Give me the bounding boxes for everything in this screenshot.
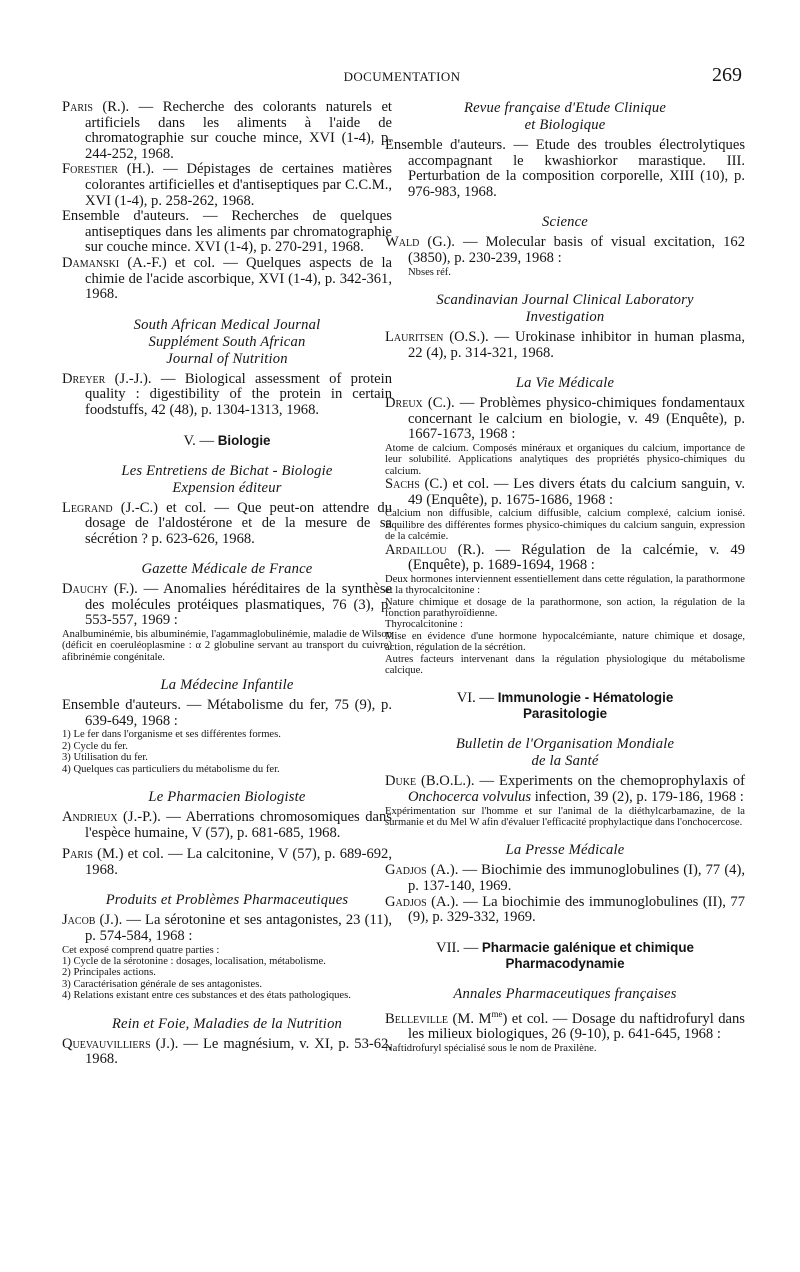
journal-title: Les Entretiens de Bichat - Biologie Expension éditeur [121, 462, 333, 496]
author: Damanski (A.-F.) [62, 254, 167, 271]
author: Andrieux (J.-P.). [62, 809, 161, 826]
journal-title: Rein et Foie, Maladies de la Nutrition [111, 1015, 343, 1032]
journal-title: Scandinavian Journal Clinical Laboratory Investigation [436, 291, 694, 325]
left-column [62, 100, 392, 1068]
section-heading: V. — Biologie [183, 432, 271, 449]
reference-entry: Dreux (C.). — Problèmes physico-chimiques fondamentaux concernant le calcium en biologie, v. 49 (Enquête), p. 1667-1673, 1968 : [385, 395, 745, 443]
journal-title: South African Medical Journal Supplément South African Journal of Nutrition [133, 316, 321, 367]
section-heading: VI. — Immunologie - Hématologie Parasitologie [456, 690, 674, 722]
reference-entry: Forestier (H.). — Dépistages de certaines matières colorantes artificielles et d'antiseptiques par C.C.M., XVI (1-4), p. 258-262, 1968. [62, 161, 392, 209]
reference-entry: Sachs (C.) et col. — Les divers états du calcium sanguin, v. 49 (Enquête), p. 1675-1686, 1968 : [385, 476, 745, 508]
author: Quevauvilliers (J.). [62, 1035, 179, 1052]
abstract-note: Expérimentation sur l'homme et sur l'animal de la diéthylcarbamazine, de la surmanie et du Mel W afin d'évaluer l'efficacité prophylactique dans l'onchocercose. [385, 805, 745, 828]
reference-entry: Dreyer (J.-J.). — Biological assessment of protein quality : digestibility of the protein in certain foodstuffs, 42 (48), p. 1304-1313, 1968. [62, 370, 392, 418]
reference-entry: Ensemble d'auteurs. — Recherches de quelques antiseptiques dans les aliments par chromatographie sur couche mince. XVI (1-4), p. 270-291, 1968. [62, 208, 392, 256]
abstract-note: Analbuminémie, bis albuminémie, l'agammaglobulinémie, maladie de Wilson (déficit en coeruléoplasmine : α 2 globuline servant au transport du cuivre) afibrinémie congénitale. [62, 629, 392, 663]
reference-entry: Gadjos (A.). — La biochimie des immunoglobulines (II), 77 (9), p. 329-332, 1969. [385, 893, 745, 926]
author: Dreux (C.). [385, 395, 455, 412]
reference-entry: Dauchy (F.). — Anomalies héréditaires de la synthèse des molécules protéiques plasmatiques, 76 (3), p. 553-557, 1969 : [62, 581, 392, 629]
author: Paris (M.) [62, 846, 124, 863]
reference-entry: Belleville (M. $M^{me}$) et col. — Dosage du naftidrofuryl dans les milieux biologiques, 26 (9-10), p. 641-645, 1968 : [385, 1008, 745, 1043]
abstract-list: 1) Le fer dans l'organisme et ses différentes formes. 2) Cycle du fer. 3) Utilisation du fer. 4) Quelques cas particuliers du métabolisme du fer. [62, 729, 281, 775]
abstract-note: Atome de calcium. Composés minéraux et organiques du calcium, importance de leur solubilité. Applications analytiques des propriétés physico-chimiques du calcium. [385, 442, 745, 477]
author: Wald (G.). [385, 234, 455, 251]
reference-entry: Gadjos (A.). — Biochimie des immunoglobulines (I), 77 (4), p. 137-140, 1969. [385, 862, 745, 894]
journal-title: Bulletin de l'Organisation Mondiale de la Santé [455, 736, 675, 770]
reference-entry: Quevauvilliers (J.). — Le magnésium, v. XI, p. 53-62, 1968. [62, 1035, 392, 1068]
journal-title: La Presse Médicale [505, 842, 625, 859]
reference-entry: Ensemble d'auteurs. — Métabolisme du fer, 75 (9), p. 639-649, 1968 : [62, 697, 392, 729]
reference-entry: Damanski (A.-F.) et col. — Quelques aspects de la chimie de l'acide ascorbique, XVI (1-4), p. 342-361, 1968. [62, 254, 392, 303]
journal-title: Revue française d'Etude Clinique et Biologique [463, 100, 667, 133]
author: Paris (R.). [62, 99, 130, 115]
reference-entry: Duke (B.O.L.). — Experiments on the chemoprophylaxis of Onchocerca volvulus infection, 39 (2), p. 179-186, 1968 : [385, 773, 745, 805]
reference-entry: Wald (G.). — Molecular basis of visual excitation, 162 (3850), p. 230-239, 1968 : [385, 234, 746, 266]
reference-entry: Legrand (J.-C.) et col. — Que peut-on attendre du dosage de l'aldostérone et de la mesure de sa sécrétion ? p. 623-626, 1968. [62, 499, 392, 547]
journal-title: Gazette Médicale de France [141, 561, 313, 578]
page-header [62, 66, 742, 90]
abstract-note: Calcium non diffusible, calcium diffusible, calcium complexé, calcium ionisé. Equilibre des différentes formes physico-chimiques du calcium sanguin, expression de la calcémie. [385, 508, 745, 543]
author: Duke (B.O.L.). [385, 773, 475, 790]
reference-entry: Paris (M.) et col. — La calcitonine, V (57), p. 689-692, 1968. [62, 846, 392, 878]
page-number: 269 [712, 64, 742, 86]
journal-title: La Vie Médicale [515, 375, 615, 392]
author: Forestier (H.). [62, 161, 155, 178]
running-head: DOCUMENTATION [343, 69, 461, 84]
author: Dreyer (J.-J.). [62, 370, 152, 387]
author: Jacob (J.). [62, 912, 123, 929]
author: Belleville (M. M [385, 1010, 492, 1027]
author: Gadjos (A.). [385, 893, 459, 910]
reference-entry: Ensemble d'auteurs. — Etude des troubles électrolytiques accompagnant le kwashiorkor marastique. III. Perturbation de la composition corporelle, XIII (10), p. 976-983, 1968. [385, 137, 745, 200]
journal-title: La Médecine Infantile [160, 677, 294, 694]
journal-title: Le Pharmacien Biologiste [148, 789, 306, 806]
journal-title: Produits et Problèmes Pharmaceutiques [105, 892, 349, 909]
abstract-note: Naftidrofuryl spécialisé sous le nom de Praxilène. [385, 1042, 597, 1054]
section-heading: VII. — Pharmacie galénique et chimique Pharmacodynamie [436, 939, 694, 971]
author: Ardaillou (R.). [385, 541, 485, 558]
journal-title: Annales Pharmaceutiques françaises [453, 985, 677, 1002]
journal-title: Science [542, 214, 588, 231]
author: Gadjos (A.). [385, 862, 459, 879]
right-column [385, 100, 745, 1054]
abstract-note: Nbses réf. [408, 266, 451, 278]
reference-entry: Ardaillou (R.). — Régulation de la calcémie, v. 49 (Enquête), p. 1689-1694, 1968 : [385, 541, 745, 574]
reference-entry: Andrieux (J.-P.). — Aberrations chromosomiques dans l'espèce humaine, V (57), p. 681-685, 1968. [62, 809, 392, 841]
reference-entry: Paris (R.). — Recherche des colorants naturels et artificiels dans les aliments à l'aide de chromatographie sur couche mince, XVI (1-4), p. 244-252, 1968. [62, 99, 392, 162]
author: Legrand (J.-C.) [62, 499, 158, 516]
reference-entry: Lauritsen (O.S.). — Urokinase inhibitor in human plasma, 22 (4), p. 314-321, 1968. [385, 328, 746, 361]
abstract-list: Cet exposé comprend quatre parties : 1) Cycle de la sérotonine : dosages, localisation, métabolisme. 2) Principales actions. 3) Caractérisation générale de ses antagonistes. 4) Relations existant entre ces substances et des états pathologiques. [62, 944, 351, 1002]
author: Lauritsen (O.S.). [385, 328, 489, 345]
abstract-list: Deux hormones interviennent essentiellement dans cette régulation, la parathormone et la thyrocalcitonine : Nature chimique et dosage de la parathormone, son action, la régulation de la fonction parathyroïdienne. Thyrocalcitonine : Mise en évidence d'une hormone hypocalcémiante, nature chimique et dosage, action, régulation de la sécrétion. Autres facteurs intervenant dans la régulation physiologique du métabolisme calcique. [385, 573, 745, 676]
author: Sachs (C.) [385, 476, 448, 493]
reference-entry: Jacob (J.). — La sérotonine et ses antagonistes, 23 (11), p. 574-584, 1968 : [62, 912, 392, 945]
author: Dauchy (F.). [62, 581, 138, 598]
